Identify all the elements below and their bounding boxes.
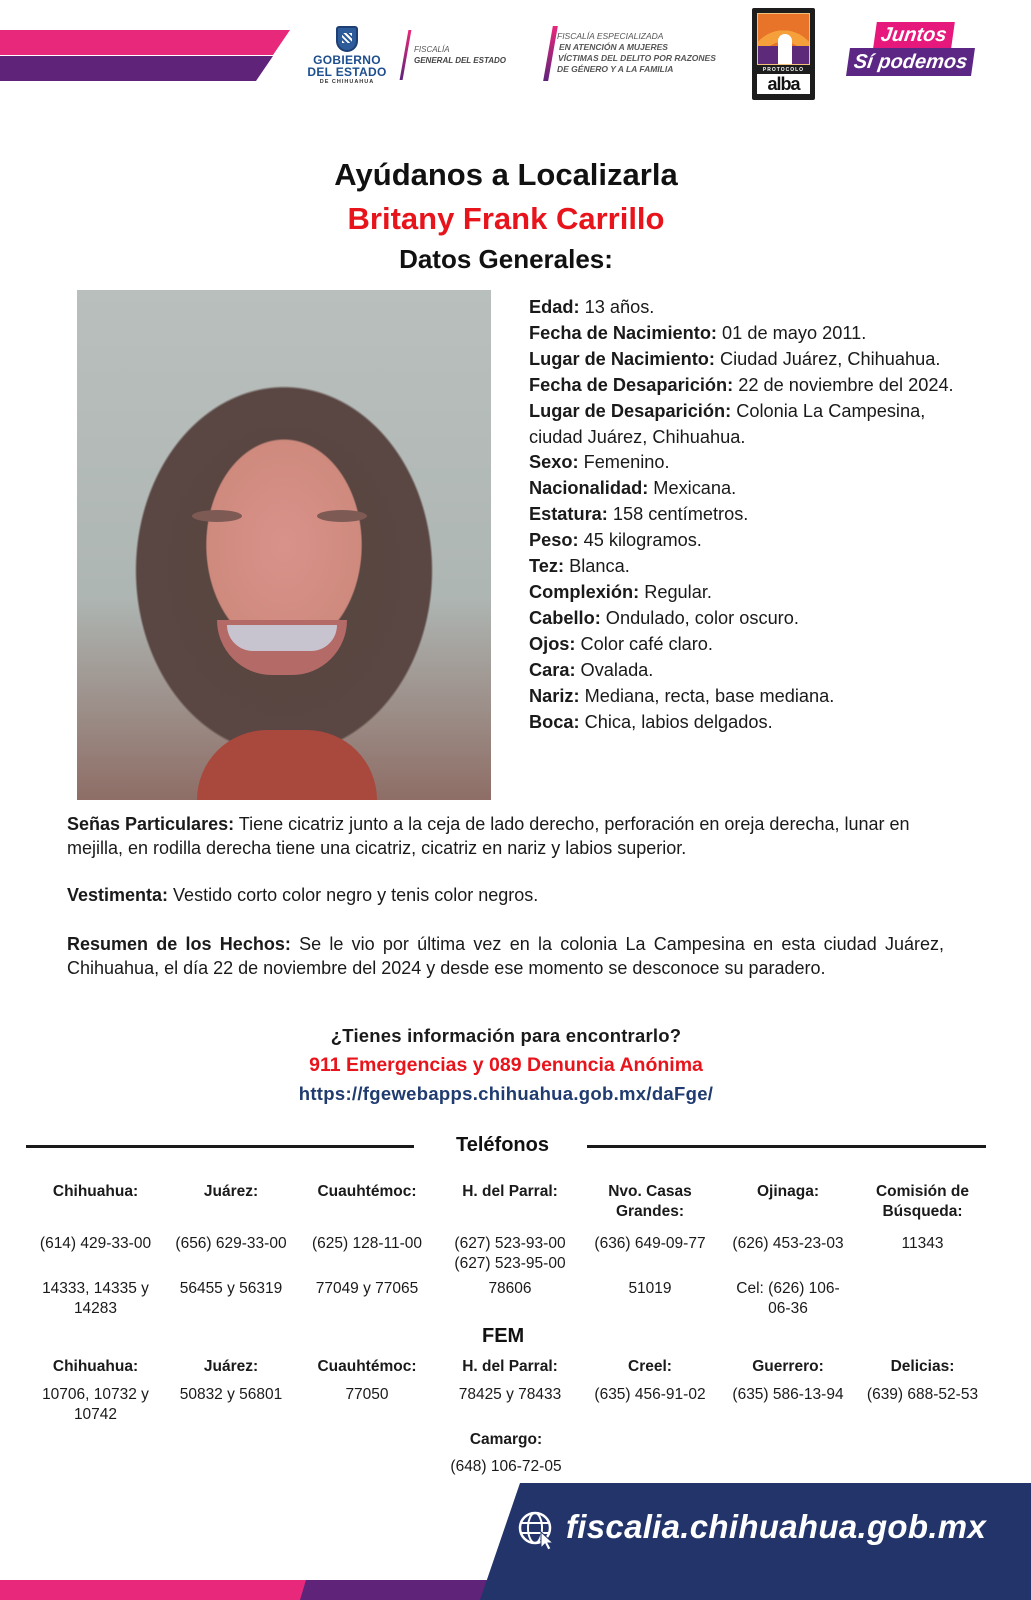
shield-icon (336, 26, 358, 52)
header-pink-stripe (0, 30, 290, 55)
logo-text: DE GÉNERO Y A LA FAMILIA (557, 64, 674, 74)
logo-text: Sí podemos (846, 48, 975, 76)
field-value: Chica, labios delgados. (579, 711, 773, 732)
data-row-cara (529, 658, 959, 684)
logo-text: GENERAL DEL ESTADO (414, 56, 507, 65)
field-value: 158 centímetros. (607, 504, 749, 525)
data-row-nariz (529, 684, 959, 710)
city-header: H. del Parral: (462, 1183, 558, 1200)
city-header: Creel: (628, 1358, 672, 1375)
field-label: Nacionalidad: (529, 478, 649, 499)
info-question: ¿Tienes información para encontrarlo? (330, 1025, 682, 1046)
logo-text: alba (757, 74, 810, 94)
data-row-boca (529, 710, 959, 736)
logo-text: DE CHIHUAHUA (319, 79, 375, 85)
phone-number: (639) 688-52-53 (866, 1386, 979, 1403)
city-header: Chihuahua: (52, 1358, 139, 1375)
phone-number: (626) 453-23-03 (732, 1235, 844, 1252)
report-link[interactable]: https://fgewebapps.chihuahua.gob.mx/daFge/ (298, 1083, 714, 1104)
logo-text: FISCALÍA (414, 45, 450, 54)
field-value: Tiene cicatriz junto a la ceja de lado derecho, perforación en oreja derecha, lunar en mejilla, en rodilla derecha tiene una cicatriz, cicatriz en nariz y labios superior. (67, 814, 910, 858)
data-row-nacionalidad (529, 476, 959, 502)
missing-person-photo (77, 290, 491, 800)
fiscalia-general-logo (414, 44, 506, 66)
field-value: Se le vio por última vez en la colonia La Campesina en esta ciudad Juárez, Chihuahua, el día 22 de noviembre del 2024 y desde ese momento se desconoce su paradero. (67, 934, 944, 978)
header-purple-stripe (0, 56, 273, 81)
field-value: 01 de mayo 2011. (717, 322, 867, 343)
data-row-peso (529, 528, 959, 554)
city-header: Juárez: (203, 1358, 259, 1375)
extension: 14333, 14335 y 14283 (42, 1280, 149, 1317)
extension: Cel: (626) 106-06-36 (736, 1280, 840, 1317)
phone-number: (636) 649-09-77 (594, 1235, 706, 1252)
resumen-hechos (67, 932, 944, 980)
extension: 77049 y 77065 (315, 1280, 419, 1297)
extension: 56455 y 56319 (179, 1280, 283, 1297)
fem-value-row (26, 1385, 986, 1425)
page-title: Ayúdanos a Localizarla (334, 157, 678, 192)
field-value: 13 años. (579, 297, 655, 317)
extension: 50832 y 56801 (179, 1386, 283, 1403)
divider-slash (543, 26, 558, 81)
city-header: Comisión de Búsqueda: (875, 1183, 969, 1220)
fiscalia-mujeres-logo (557, 31, 716, 75)
field-label: Ojos: (529, 633, 576, 654)
logo-text: GOBIERNO (313, 53, 381, 67)
field-label: Resumen de los Hechos: (67, 934, 291, 954)
field-value: Ondulado, color oscuro. (600, 607, 799, 628)
field-value: Blanca. (564, 556, 630, 577)
extension: 51019 (628, 1280, 672, 1297)
field-label: Fecha de Nacimiento: (529, 322, 717, 343)
missing-person-name: Britany Frank Carrillo (347, 201, 665, 236)
footer-website-link[interactable]: fiscalia.chihuahua.gob.mx (566, 1508, 987, 1545)
logo-text: PROTOCOLO (762, 67, 805, 73)
data-row-edad (529, 295, 959, 321)
telefonos-extension-row (26, 1279, 986, 1319)
phone-number: (625) 128-11-00 (311, 1235, 422, 1252)
field-value: 22 de noviembre del 2024. (733, 374, 954, 395)
logo-text: FISCALÍA ESPECIALIZADA (557, 31, 664, 41)
data-row-lugar-desaparicion (529, 399, 959, 451)
gobierno-chihuahua-logo (307, 26, 387, 87)
divider-line (26, 1145, 414, 1148)
telefonos-heading: Teléfonos (456, 1134, 549, 1156)
phone-number: (627) 523-93-00 (627) 523-95-00 (454, 1235, 566, 1272)
field-label: Lugar de Desaparición: (529, 400, 732, 421)
city-header: Guerrero: (752, 1358, 824, 1375)
phone-number: (635) 586-13-94 (732, 1386, 844, 1403)
senas-particulares (67, 812, 944, 860)
data-row-sexo (529, 450, 959, 476)
photo-detail (192, 510, 242, 522)
globe-cursor-icon (517, 1510, 557, 1550)
field-value: Mediana, recta, base mediana. (579, 685, 835, 706)
logo-text: VÍCTIMAS DEL DELITO POR RAZONES (558, 53, 716, 63)
phone-number: (656) 629-33-00 (175, 1235, 287, 1252)
field-label: Boca: (529, 711, 580, 732)
juntos-si-podemos-logo (848, 22, 988, 82)
footer-pink-stripe (0, 1580, 310, 1600)
field-label: Peso: (529, 530, 579, 551)
field-value: Ciudad Juárez, Chihuahua. (714, 348, 941, 369)
photo-detail (227, 625, 337, 651)
logo-text: Juntos (873, 22, 954, 48)
data-row-complexion (529, 580, 959, 606)
city-header: Cuauhtémoc: (317, 1358, 417, 1375)
photo-detail (197, 730, 377, 800)
field-value: Colonia La Campesina, ciudad Juárez, Chihuahua. (529, 400, 926, 447)
vestimenta (67, 883, 944, 907)
phone-number: 11343 (901, 1235, 944, 1252)
field-label: Complexión: (529, 581, 640, 602)
section-heading: Datos Generales: (399, 244, 613, 274)
field-value: Regular. (639, 581, 712, 602)
alba-sunburst-icon (757, 13, 810, 65)
data-row-estatura (529, 502, 959, 528)
data-row-cabello (529, 606, 959, 632)
city-header: Delicias: (890, 1358, 955, 1375)
extension: 78425 y 78433 (458, 1386, 562, 1403)
city-header: Cuauhtémoc: (317, 1183, 417, 1200)
data-row-ojos (529, 632, 959, 658)
field-value: 45 kilogramos. (578, 530, 702, 551)
protocolo-alba-logo (752, 8, 815, 100)
phone-number: (635) 456-91-02 (594, 1386, 706, 1403)
telefonos-header-row (26, 1182, 986, 1222)
data-row-fecha-desaparicion (529, 373, 959, 399)
data-row-tez (529, 554, 959, 580)
divider-slash (400, 30, 412, 80)
telefonos-phone-row (26, 1234, 986, 1274)
photo-detail (317, 510, 367, 522)
field-label: Nariz: (529, 685, 580, 706)
logo-text: EN ATENCIÓN A MUJERES (559, 42, 668, 52)
city-header: H. del Parral: (462, 1358, 558, 1375)
field-value: Color café claro. (575, 633, 713, 654)
field-label: Estatura: (529, 504, 608, 525)
field-value: Femenino. (578, 452, 670, 473)
field-value: Vestido corto color negro y tenis color negros. (168, 885, 539, 905)
extension: 78606 (488, 1280, 532, 1297)
divider-line (587, 1145, 986, 1148)
city-header: Chihuahua: (52, 1183, 139, 1200)
city-header: Juárez: (203, 1183, 259, 1200)
field-label: Vestimenta: (67, 885, 169, 905)
field-value: Ovalada. (575, 659, 654, 680)
field-label: Tez: (529, 556, 565, 577)
data-row-fecha-nacimiento (529, 321, 959, 347)
logo-text: DEL ESTADO (307, 65, 387, 79)
field-label: Fecha de Desaparición: (529, 374, 734, 395)
city-header: Nvo. Casas Grandes: (608, 1183, 692, 1220)
phone-number: (614) 429-33-00 (39, 1235, 152, 1252)
camargo-header: Camargo: (469, 1431, 543, 1448)
field-label: Lugar de Nacimiento: (529, 348, 715, 369)
fem-header-row (26, 1357, 986, 1377)
extension: 10706, 10732 y 10742 (42, 1386, 149, 1423)
field-label: Sexo: (529, 452, 579, 473)
field-label: Cara: (529, 659, 576, 680)
city-header: Ojinaga: (756, 1183, 819, 1200)
field-value: Mexicana. (648, 478, 737, 499)
camargo-phone: (648) 106-72-05 (450, 1458, 562, 1475)
field-label: Cabello: (529, 607, 601, 628)
emergency-numbers: 911 Emergencias y 089 Denuncia Anónima (309, 1054, 703, 1076)
field-label: Edad: (529, 297, 580, 317)
extension (859, 1279, 986, 1319)
fem-heading: FEM (482, 1325, 525, 1347)
field-label: Señas Particulares: (67, 814, 235, 834)
extension: 77050 (345, 1386, 389, 1403)
general-data-list (529, 295, 959, 735)
data-row-lugar-nacimiento (529, 347, 959, 373)
